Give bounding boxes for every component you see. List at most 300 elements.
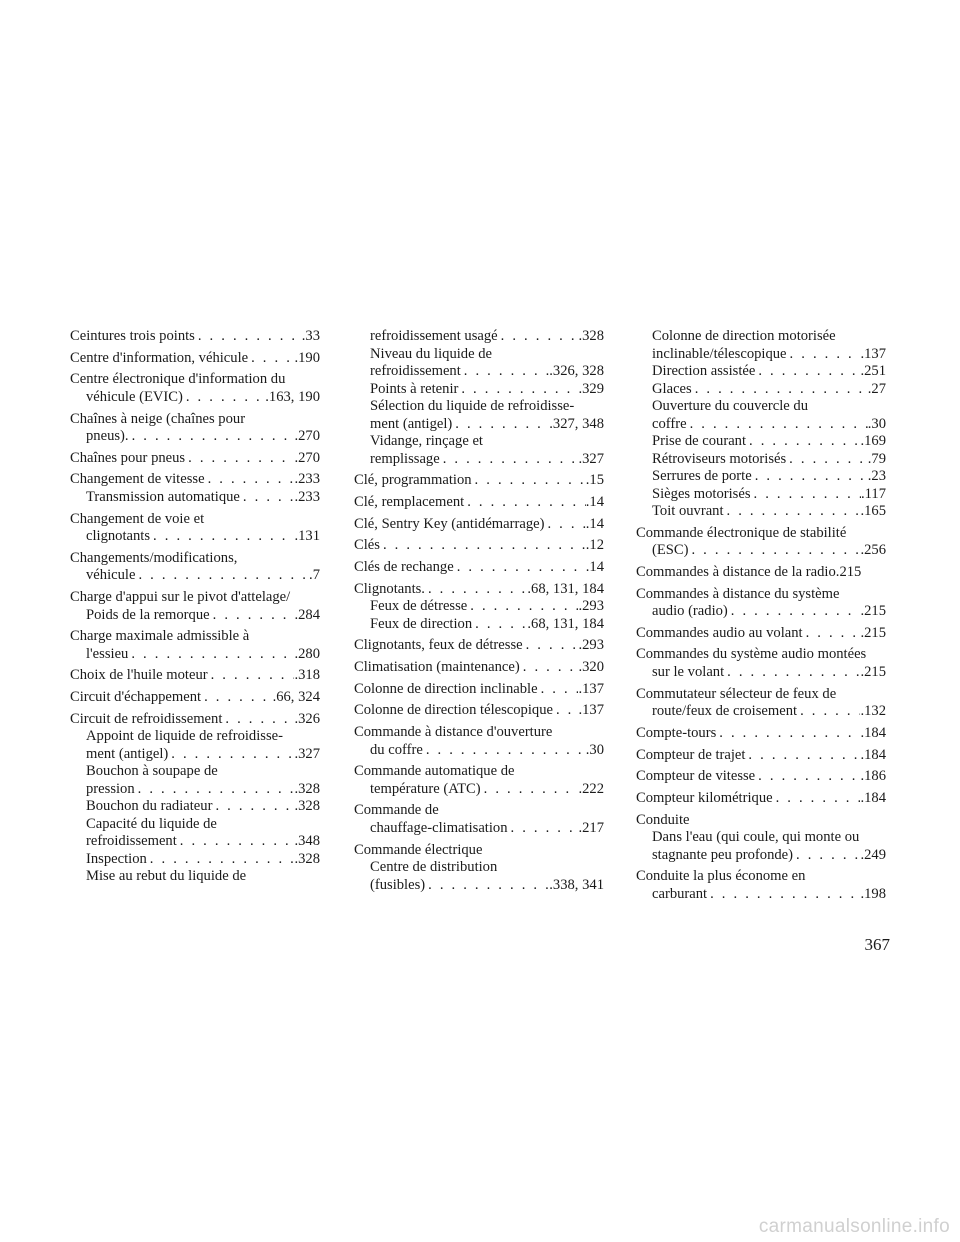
dot-leader bbox=[454, 559, 586, 577]
dot-leader bbox=[177, 833, 295, 851]
index-subentry bbox=[70, 868, 320, 886]
dot-leader bbox=[458, 381, 578, 399]
entry-term: Compteur de trajet bbox=[636, 746, 746, 763]
index-entry bbox=[636, 812, 886, 830]
dot-leader bbox=[755, 363, 860, 381]
entry-page-ref: .14 bbox=[585, 493, 604, 510]
entry-term: véhicule (EVIC) bbox=[86, 388, 183, 405]
entry-term: l'essieu bbox=[86, 645, 129, 662]
index-entry bbox=[636, 564, 886, 582]
entry-term: Direction assistée bbox=[652, 363, 756, 379]
dot-leader bbox=[724, 664, 860, 682]
entry-term: Compteur de vitesse bbox=[636, 768, 756, 785]
entry-term: Ceintures trois points bbox=[70, 328, 195, 344]
dot-leader bbox=[786, 451, 868, 469]
entry-page-ref: .198 bbox=[860, 885, 886, 902]
dot-leader bbox=[724, 503, 861, 521]
entry-page-ref: .327, 348 bbox=[549, 415, 604, 432]
dot-leader bbox=[135, 567, 309, 585]
dot-leader bbox=[746, 433, 860, 451]
dot-leader bbox=[440, 451, 579, 469]
index-subentry bbox=[636, 847, 886, 865]
index-entry bbox=[636, 586, 886, 604]
entry-term: Centre électronique d'information du bbox=[70, 371, 286, 388]
index-subentry bbox=[354, 416, 604, 434]
dot-leader bbox=[716, 725, 860, 743]
entry-term: Feux de direction bbox=[370, 615, 473, 632]
dot-leader bbox=[787, 346, 861, 364]
dot-leader bbox=[423, 742, 586, 760]
index-subentry bbox=[636, 398, 886, 416]
index-subentry bbox=[636, 381, 886, 399]
entry-page-ref: .14 bbox=[585, 515, 604, 532]
dot-leader bbox=[520, 659, 579, 677]
entry-term: Circuit de refroidissement bbox=[70, 710, 223, 727]
index-entry bbox=[70, 350, 320, 368]
dot-leader bbox=[745, 747, 860, 765]
index-subentry bbox=[70, 816, 320, 834]
entry-page-ref: .215 bbox=[860, 624, 886, 641]
index-entry bbox=[636, 686, 886, 704]
index-subentry bbox=[636, 451, 886, 469]
entry-term: Colonne de direction télescopique bbox=[354, 702, 553, 719]
entry-term: Commandes à distance du système bbox=[636, 585, 840, 602]
index-entry bbox=[70, 589, 320, 607]
index-entry bbox=[354, 559, 604, 577]
entry-term: Clé, remplacement bbox=[354, 493, 465, 510]
index-entry bbox=[70, 328, 320, 346]
entry-term: Dans l'eau (qui coule, qui monte ou bbox=[652, 829, 860, 846]
dot-leader bbox=[129, 428, 295, 446]
index-entry bbox=[70, 689, 320, 707]
entry-term: Poids de la remorque bbox=[86, 606, 210, 623]
index-entry bbox=[70, 511, 320, 529]
entry-page-ref: .184 bbox=[860, 746, 886, 763]
index-subentry bbox=[636, 886, 886, 904]
entry-page-ref: .328 bbox=[578, 328, 604, 344]
entry-term: Points à retenir bbox=[370, 380, 459, 397]
index-subentry bbox=[636, 542, 886, 560]
index-entry bbox=[636, 525, 886, 543]
index-subentry bbox=[70, 763, 320, 781]
dot-leader bbox=[538, 681, 579, 699]
index-entry bbox=[354, 494, 604, 512]
index-subentry bbox=[354, 381, 604, 399]
entry-term: Charge maximale admissible à bbox=[70, 628, 250, 645]
entry-term: Choix de l'huile moteur bbox=[70, 667, 208, 684]
entry-term: Changement de vitesse bbox=[70, 471, 205, 488]
entry-term: Commande automatique de bbox=[354, 763, 515, 780]
entry-term: Chaînes pour pneus bbox=[70, 449, 186, 466]
entry-page-ref: .328 bbox=[294, 780, 320, 797]
entry-page-ref: .14 bbox=[585, 558, 604, 575]
entry-page-ref: .30 bbox=[867, 415, 886, 432]
index-entry bbox=[70, 411, 320, 429]
entry-page-ref: .338, 341 bbox=[549, 876, 604, 893]
index-subentry bbox=[636, 346, 886, 364]
index-entry bbox=[636, 646, 886, 664]
entry-term: Commande électrique bbox=[354, 841, 483, 858]
entry-term: chauffage-climatisation bbox=[370, 819, 508, 836]
entry-page-ref: .270 bbox=[294, 449, 320, 466]
entry-page-ref: .320 bbox=[578, 659, 604, 675]
entry-page-ref: .27 bbox=[867, 380, 886, 397]
index-entry bbox=[354, 581, 604, 599]
entry-term: Commandes du système audio montées bbox=[636, 646, 867, 663]
entry-page-ref: .184 bbox=[860, 724, 886, 741]
index-subentry bbox=[70, 567, 320, 585]
index-subentry bbox=[70, 528, 320, 546]
entry-term: Commutateur sélecteur de feux de bbox=[636, 685, 837, 702]
dot-leader bbox=[751, 486, 861, 504]
index-entry bbox=[70, 450, 320, 468]
entry-page-ref: .329 bbox=[578, 380, 604, 397]
index-entry bbox=[636, 625, 886, 643]
entry-term: Commande de bbox=[354, 802, 439, 819]
index-entry bbox=[636, 868, 886, 886]
entry-page-ref: .328 bbox=[294, 798, 320, 815]
entry-term: Climatisation (maintenance) bbox=[354, 659, 520, 675]
entry-page-ref: .137 bbox=[860, 345, 886, 362]
entry-page-ref: .7 bbox=[309, 567, 320, 584]
entry-page-ref: .280 bbox=[294, 645, 320, 662]
dot-leader bbox=[240, 489, 295, 507]
index-column-3 bbox=[636, 328, 886, 903]
index-entry bbox=[354, 681, 604, 699]
index-subentry bbox=[636, 829, 886, 847]
entry-term: Colonne de direction inclinable bbox=[354, 680, 538, 697]
index-subentry bbox=[354, 398, 604, 416]
entry-term: Clignotants. bbox=[354, 580, 425, 597]
entry-term: Rétroviseurs motorisés bbox=[652, 450, 787, 467]
entry-page-ref: .233 bbox=[294, 488, 320, 505]
index-entry bbox=[354, 724, 604, 742]
entry-term: carburant bbox=[652, 885, 708, 902]
dot-leader bbox=[210, 607, 295, 625]
index-entry bbox=[636, 725, 886, 743]
entry-term: refroidissement bbox=[86, 833, 177, 850]
index-entry bbox=[636, 790, 886, 808]
entry-term: Compteur kilométrique bbox=[636, 789, 773, 806]
index-subentry bbox=[354, 781, 604, 799]
dot-leader bbox=[472, 472, 586, 490]
entry-page-ref: .249 bbox=[860, 846, 886, 863]
entry-term: Bouchon du radiateur bbox=[86, 798, 213, 815]
dot-leader bbox=[452, 416, 549, 434]
index-subentry bbox=[636, 328, 886, 346]
index-entry bbox=[354, 702, 604, 720]
index-subentry bbox=[636, 363, 886, 381]
entry-page-ref: .326, 328 bbox=[549, 363, 604, 379]
entry-term: Clé, Sentry Key (antidémarrage) bbox=[354, 515, 545, 532]
dot-leader bbox=[508, 820, 579, 838]
entry-term: coffre bbox=[652, 415, 687, 432]
dot-leader bbox=[467, 598, 578, 616]
entry-term: Conduite bbox=[636, 811, 690, 828]
index-subentry bbox=[70, 489, 320, 507]
dot-leader bbox=[498, 328, 579, 346]
entry-term: Serrures de porte bbox=[652, 468, 752, 484]
entry-page-ref: .30 bbox=[585, 741, 604, 758]
index-subentry bbox=[636, 703, 886, 721]
index-subentry bbox=[636, 503, 886, 521]
dot-leader bbox=[464, 494, 586, 512]
entry-term: Ouverture du couvercle du bbox=[652, 398, 809, 414]
dot-leader bbox=[201, 689, 272, 707]
dot-leader bbox=[707, 886, 860, 904]
index-entry bbox=[70, 711, 320, 729]
entry-term: Centre d'information, véhicule bbox=[70, 349, 249, 366]
index-subentry bbox=[354, 433, 604, 451]
dot-leader bbox=[205, 471, 295, 489]
entry-page-ref: .284 bbox=[294, 606, 320, 623]
page-number: 367 bbox=[864, 935, 890, 954]
dot-leader bbox=[481, 781, 579, 799]
entry-term: Centre de distribution bbox=[370, 859, 498, 876]
index-entry bbox=[70, 550, 320, 568]
entry-term: Commandes audio au volant bbox=[636, 624, 803, 641]
index-entry bbox=[354, 637, 604, 655]
entry-page-ref: .217 bbox=[578, 819, 604, 836]
entry-page-ref: .131 bbox=[294, 528, 320, 545]
dot-leader bbox=[553, 702, 578, 720]
entry-term: Sièges motorisés bbox=[652, 485, 751, 502]
dot-leader bbox=[147, 851, 295, 869]
entry-term: Clés de rechange bbox=[354, 558, 454, 575]
entry-term: Compte-tours bbox=[636, 724, 717, 741]
index-subentry bbox=[354, 877, 604, 895]
entry-page-ref: .186 bbox=[860, 768, 886, 785]
entry-term: Conduite la plus économe en bbox=[636, 868, 806, 885]
index-subentry bbox=[636, 433, 886, 451]
index-entry bbox=[354, 763, 604, 781]
entry-page-ref: .327 bbox=[294, 745, 320, 762]
entry-page-ref: .184 bbox=[860, 789, 886, 806]
dot-leader bbox=[544, 516, 585, 534]
index-subentry bbox=[70, 798, 320, 816]
dot-leader bbox=[183, 389, 265, 407]
entry-term: Prise de courant bbox=[652, 433, 747, 449]
entry-term: Commandes à distance de la radio. bbox=[636, 563, 840, 580]
entry-page-ref: .293 bbox=[578, 598, 604, 615]
index-entry bbox=[70, 471, 320, 489]
entry-page-ref: .256 bbox=[860, 542, 886, 559]
index-subentry bbox=[636, 486, 886, 504]
index-subentry bbox=[70, 833, 320, 851]
entry-page-ref: .233 bbox=[294, 471, 320, 488]
index-subentry bbox=[70, 746, 320, 764]
entry-page-ref: .163, 190 bbox=[265, 388, 320, 405]
entry-term: stagnante peu profonde) bbox=[652, 846, 794, 863]
index-subentry bbox=[354, 616, 604, 634]
entry-term: route/feux de croisement bbox=[652, 703, 798, 720]
dot-leader bbox=[150, 528, 294, 546]
entry-term: température (ATC) bbox=[370, 780, 481, 797]
dot-leader bbox=[185, 450, 294, 468]
entry-term: Circuit d'échappement bbox=[70, 689, 202, 706]
entry-page-ref: .326 bbox=[294, 710, 320, 727]
entry-term: remplissage bbox=[370, 450, 440, 467]
entry-term: refroidissement usagé bbox=[370, 328, 498, 344]
entry-term: Clignotants, feux de détresse bbox=[354, 637, 523, 654]
index-subentry bbox=[70, 851, 320, 869]
entry-term: ment (antigel) bbox=[370, 415, 453, 432]
entry-term: sur le volant bbox=[652, 663, 725, 680]
dot-leader bbox=[692, 381, 868, 399]
index-subentry bbox=[70, 428, 320, 446]
dot-leader bbox=[425, 581, 527, 599]
entry-term: Changement de voie et bbox=[70, 510, 205, 527]
entry-page-ref: .79 bbox=[867, 450, 886, 467]
index-column-1 bbox=[70, 328, 320, 886]
entry-page-ref: .215 bbox=[860, 663, 886, 680]
dot-leader bbox=[773, 790, 861, 808]
index-subentry bbox=[354, 346, 604, 364]
index-subentry bbox=[354, 451, 604, 469]
dot-leader bbox=[687, 416, 868, 434]
entry-page-ref: .215 bbox=[860, 603, 886, 620]
dot-leader bbox=[472, 616, 527, 634]
entry-term: Transmission automatique bbox=[86, 488, 240, 505]
dot-leader bbox=[212, 798, 294, 816]
entry-term: véhicule bbox=[86, 567, 136, 584]
entry-page-ref: .23 bbox=[867, 468, 886, 484]
index-subentry bbox=[354, 328, 604, 346]
entry-term: Commande à distance d'ouverture bbox=[354, 724, 553, 741]
index-entry bbox=[354, 516, 604, 534]
dot-leader bbox=[793, 847, 860, 865]
entry-term: Chaînes à neige (chaînes pour bbox=[70, 410, 246, 427]
entry-term: Capacité du liquide de bbox=[86, 815, 217, 832]
entry-page-ref: 215 bbox=[839, 563, 862, 580]
index-subentry bbox=[354, 742, 604, 760]
entry-term: Colonne de direction motorisée bbox=[652, 328, 836, 344]
dot-leader bbox=[128, 646, 294, 664]
entry-page-ref: .12 bbox=[585, 537, 604, 554]
dot-leader bbox=[803, 625, 861, 643]
entry-term: pneus). bbox=[86, 428, 129, 445]
index-subentry bbox=[70, 389, 320, 407]
entry-page-ref: .251 bbox=[860, 363, 886, 379]
index-subentry bbox=[354, 598, 604, 616]
watermark: carmanualsonline.info bbox=[758, 1216, 950, 1237]
index-entry bbox=[70, 628, 320, 646]
dot-leader bbox=[523, 637, 579, 655]
dot-leader bbox=[752, 468, 868, 486]
index-subentry bbox=[354, 363, 604, 381]
dot-leader bbox=[208, 667, 295, 685]
entry-term: Toit ouvrant bbox=[652, 503, 724, 519]
entry-term: Appoint de liquide de refroidisse- bbox=[86, 728, 283, 745]
dot-leader bbox=[688, 542, 860, 560]
entry-term: pression bbox=[86, 780, 135, 797]
entry-term: refroidissement bbox=[370, 363, 461, 379]
entry-term: clignotants bbox=[86, 528, 151, 545]
index-entry bbox=[354, 842, 604, 860]
entry-page-ref: .318 bbox=[294, 667, 320, 684]
entry-page-ref: .270 bbox=[294, 428, 320, 445]
entry-page-ref: .68, 131, 184 bbox=[527, 615, 604, 632]
entry-term: Vidange, rinçage et bbox=[370, 433, 483, 449]
index-subentry bbox=[636, 603, 886, 621]
entry-page-ref: .137 bbox=[578, 680, 604, 697]
entry-term: Bouchon à soupape de bbox=[86, 763, 218, 780]
entry-term: Commande électronique de stabilité bbox=[636, 524, 847, 541]
index-subentry bbox=[636, 664, 886, 682]
entry-term: inclinable/télescopique bbox=[652, 345, 787, 362]
entry-term: Clés bbox=[354, 537, 380, 554]
index-entry bbox=[70, 667, 320, 685]
dot-leader bbox=[425, 877, 549, 895]
entry-page-ref: .15 bbox=[585, 472, 604, 489]
entry-term: Sélection du liquide de refroidisse- bbox=[370, 398, 575, 414]
dot-leader bbox=[380, 537, 586, 555]
entry-page-ref: .68, 131, 184 bbox=[527, 580, 604, 597]
index-entry bbox=[636, 747, 886, 765]
dot-leader bbox=[461, 363, 549, 381]
dot-leader bbox=[195, 328, 302, 346]
entry-page-ref: .137 bbox=[578, 702, 604, 719]
entry-page-ref: .117 bbox=[861, 485, 886, 502]
entry-term: Changements/modifications, bbox=[70, 549, 238, 566]
entry-term: (ESC) bbox=[652, 542, 689, 559]
entry-page-ref: .165 bbox=[860, 503, 886, 519]
entry-term: Niveau du liquide de bbox=[370, 345, 492, 362]
index-entry bbox=[354, 537, 604, 555]
index-subentry bbox=[636, 416, 886, 434]
entry-page-ref: .169 bbox=[860, 433, 886, 449]
entry-page-ref: .132 bbox=[860, 703, 886, 720]
index-entry bbox=[354, 659, 604, 677]
index-column-2 bbox=[354, 328, 604, 894]
dot-leader bbox=[135, 781, 295, 799]
dot-leader bbox=[168, 746, 294, 764]
entry-term: du coffre bbox=[370, 741, 423, 758]
index-subentry bbox=[70, 646, 320, 664]
entry-term: audio (radio) bbox=[652, 603, 728, 620]
entry-term: Glaces bbox=[652, 380, 692, 397]
entry-page-ref: .33 bbox=[301, 328, 320, 344]
entry-term: Charge d'appui sur le pivot d'attelage/ bbox=[70, 589, 291, 605]
dot-leader bbox=[728, 603, 861, 621]
index-subentry bbox=[636, 468, 886, 486]
dot-leader bbox=[248, 350, 294, 368]
dot-leader bbox=[797, 703, 860, 721]
entry-term: Clé, programmation bbox=[354, 472, 472, 489]
entry-page-ref: .328 bbox=[294, 850, 320, 867]
index-subentry bbox=[70, 607, 320, 625]
entry-term: Inspection bbox=[86, 850, 147, 867]
entry-term: (fusibles) bbox=[370, 876, 426, 893]
dot-leader bbox=[222, 711, 294, 729]
index-entry bbox=[70, 371, 320, 389]
index-entry bbox=[636, 768, 886, 786]
entry-term: Mise au rebut du liquide de bbox=[86, 868, 247, 885]
entry-page-ref: .293 bbox=[578, 637, 604, 654]
index-subentry bbox=[70, 728, 320, 746]
entry-term: Feux de détresse bbox=[370, 598, 468, 615]
index-entry bbox=[354, 802, 604, 820]
index-subentry bbox=[354, 820, 604, 838]
entry-page-ref: .190 bbox=[294, 349, 320, 366]
entry-term: ment (antigel) bbox=[86, 745, 169, 762]
entry-page-ref: .327 bbox=[578, 450, 604, 467]
entry-page-ref: .222 bbox=[578, 780, 604, 797]
entry-page-ref: .348 bbox=[294, 833, 320, 850]
index-subentry bbox=[70, 781, 320, 799]
entry-page-ref: .66, 324 bbox=[272, 689, 320, 706]
index-subentry bbox=[354, 859, 604, 877]
